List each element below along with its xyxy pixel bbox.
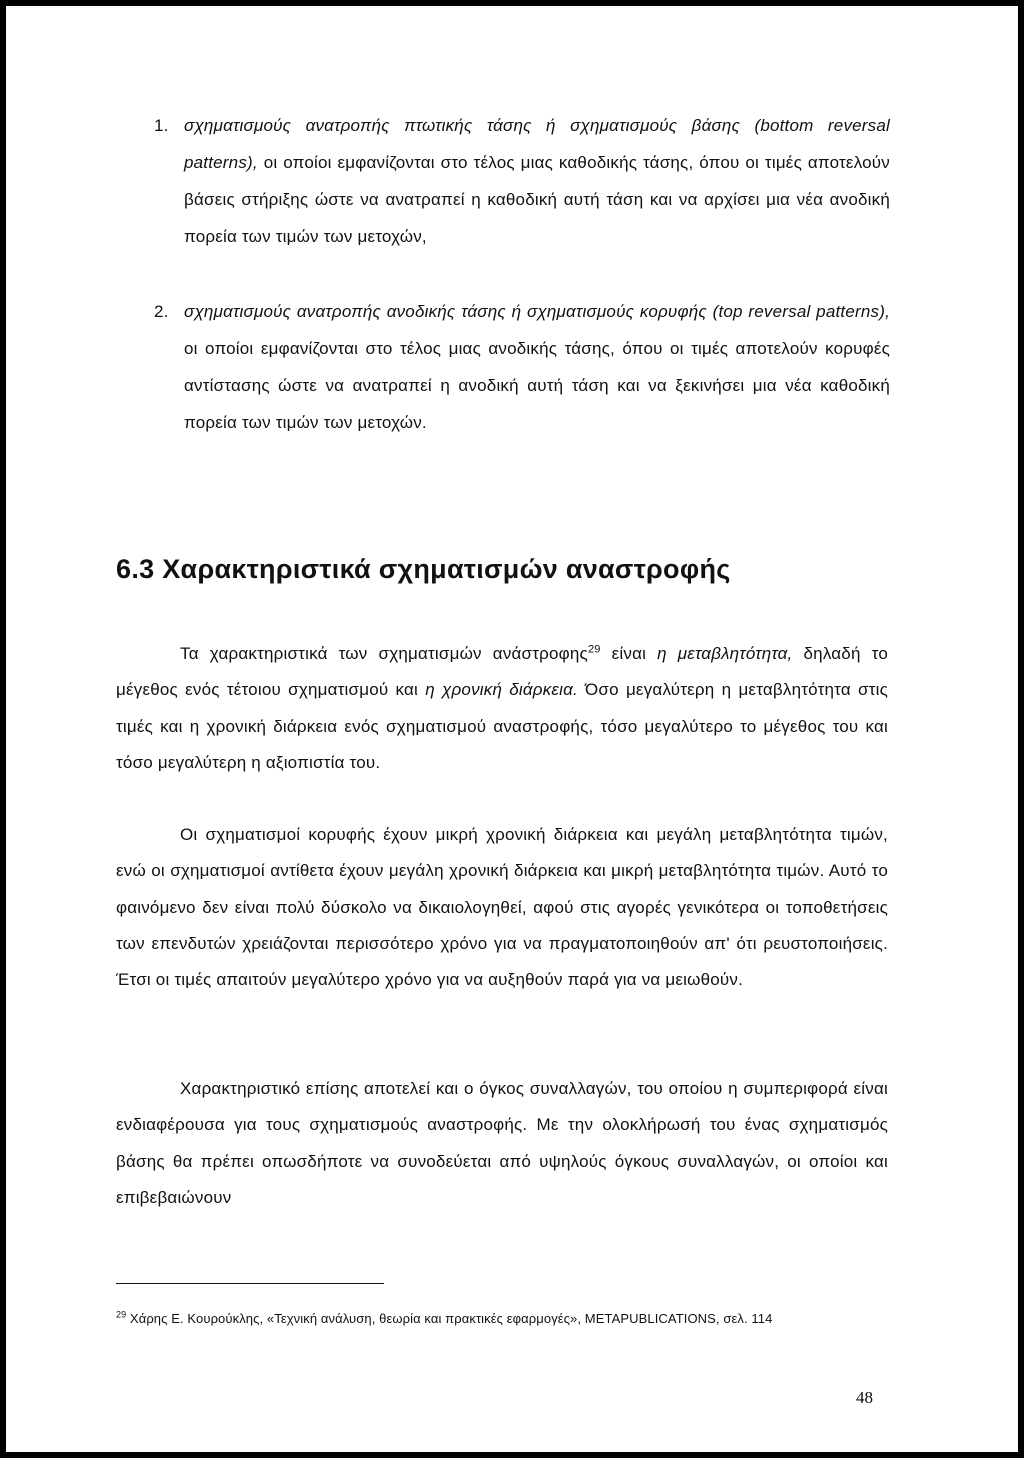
paragraph-volume: Χαρακτηριστικό επίσης αποτελεί και ο όγκος συναλλαγών, του οποίου η συμπεριφορά είναι ενδιαφέρουσα για τους σχηματισμούς αναστροφής. Με την ολοκλήρωσή του ένας σχηματισμός βάσης θα πρέπει οπωσδήποτε να συνοδεύεται από υψηλούς όγκους συναλλαγών, οι οποίοι και επιβεβαιώνουν <box>116 1079 888 1207</box>
list-item-bottom-reversal <box>154 107 890 255</box>
footnote <box>116 1306 890 1332</box>
footnote-number: 29 <box>116 1309 127 1320</box>
page-number: 48 <box>856 1388 873 1407</box>
list-number: 2. <box>154 302 169 321</box>
list-text: οι οποίοι εμφανίζονται στο τέλος μιας ανοδικής τάσης, όπου οι τιμές αποτελούν κορυφές αντίστασης ώστε να ανατραπεί η ανοδική αυτή τάση και να ξεκινήσει μια νέα καθοδική πορεία των τιμών των μετοχών. <box>184 339 890 432</box>
emphasis-variability: η μεταβλητότητα, <box>657 644 793 663</box>
paragraph-text: δηλαδή το μέγεθος ενός τέτοιου σχηματισμού και <box>116 644 888 700</box>
emphasis-duration: η χρονική διάρκεια. <box>425 680 578 700</box>
paragraph-top-formations: Οι σχηματισμοί κορυφής έχουν μικρή χρονική διάρκεια και μεγάλη μεταβλητότητα τιμών, ενώ οι σχηματισμοί αντίθετα έχουν μεγάλη χρονική διάρκεια και μικρή μεταβλητότητα τιμών. Αυτό το φαινόμενο δεν είναι πολύ δύσκολο να δικαιολογηθεί, αφού στις αγορές γενικότερα οι τοποθετήσεις των επενδυτών χρειάζονται περισσότερο χρόνο για να πραγματοποιηθούν απ' ότι ρευστοποιήσεις. Έτσι οι τιμές απαιτούν μεγαλύτερο χρόνο για να αυξηθούν παρά για να μειωθούν. <box>116 825 888 990</box>
paragraph-text: είναι <box>600 644 658 663</box>
paragraph-text: Τα χαρακτηριστικά των σχηματισμών ανάστροφης <box>180 644 588 663</box>
list-number: 1. <box>154 116 169 135</box>
footnote-separator <box>116 1283 384 1284</box>
section-heading: 6.3 Χαρακτηριστικά σχηματισμών αναστροφής <box>116 554 731 584</box>
paragraph-characteristics <box>116 636 888 781</box>
list-text: οι οποίοι εμφανίζονται στο τέλος μιας καθοδικής τάσης, όπου οι τιμές αποτελούν βάσεις στήριξης ώστε να ανατραπεί η καθοδική αυτή τάση και να αρχίσει μια νέα ανοδική πορεία των τιμών των μετοχών, <box>184 153 890 246</box>
list-term: σχηματισμούς ανατροπής πτωτικής τάσης ή σχηματισμούς βάσης (bottom reversal patterns), <box>184 116 890 172</box>
footnote-text: Χάρης Ε. Κουρούκλης, «Τεχνική ανάλυση, θεωρία και πρακτικές εφαρμογές», METAPUBLICATIONS, σελ. 114 <box>126 1311 773 1326</box>
footnote-reference[interactable]: 29 <box>587 643 601 656</box>
list-item-top-reversal <box>154 293 890 441</box>
paragraph-text: Όσο μεγαλύτερη η μεταβλητότητα στις τιμές και η χρονική διάρκεια ενός σχηματισμού αναστροφής, τόσο μεγαλύτερο το μέγεθος του και τόσο μεγαλύτερη η αξιοπιστία του. <box>116 680 888 772</box>
list-term: σχηματισμούς ανατροπής ανοδικής τάσης ή σχηματισμούς κορυφής (top reversal patterns), <box>184 302 890 321</box>
document-page <box>6 6 1018 1452</box>
